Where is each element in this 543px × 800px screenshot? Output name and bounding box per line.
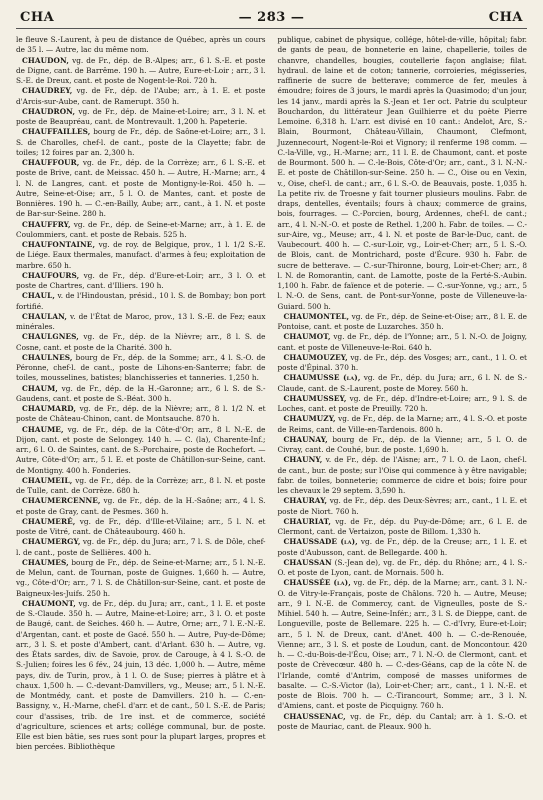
dictionary-entry — [16, 404, 266, 425]
entry-headword: CHAUM, — [22, 383, 58, 393]
entry-headword: CHAUME, — [22, 424, 64, 434]
entry-headword: CHAURIAT, — [283, 516, 332, 526]
dictionary-entry — [278, 373, 528, 394]
entry-headword: CHAUMUSSE (la), — [283, 373, 361, 383]
entry-headword: CHAUDRON, — [22, 106, 76, 116]
entry-headword: CHAUMUZY, — [283, 414, 336, 424]
entry-headword: CHAUMERGY, — [22, 537, 81, 547]
entry-text: vg. de Fr., dép. des Vosges; arr., cant., 1 l. O. et poste d'Épinal. 370 h. — [277, 352, 527, 372]
dictionary-entry — [16, 271, 266, 292]
entry-headword: CHAULNES, — [22, 352, 73, 362]
entry-headword: CHAUMOUZEY, — [283, 352, 348, 362]
entry-text: vg. de Fr., dép. du Puy-de-Dôme; arr., 6 l. E. de Clermont, cant. de Vertaizon, poste de Billom. 1,330 h. — [277, 516, 527, 536]
dictionary-entry — [278, 414, 528, 435]
right-column — [278, 35, 528, 753]
dictionary-entry — [16, 496, 266, 517]
dictionary-entry — [16, 384, 266, 405]
dictionary-entry — [16, 56, 266, 87]
dictionary-entry — [16, 425, 266, 476]
dictionary-entry — [16, 240, 266, 271]
entry-headword: CHAUNY, — [283, 455, 323, 465]
page-header — [16, 6, 527, 29]
entry-text: (S.-Jean de), vg. de Fr., dép. du Rhône; arr., 4 l. S.-O. et poste de Lyon, cant. de Mornais. 500 h. — [277, 557, 527, 577]
dictionary-entry — [16, 599, 266, 753]
entry-headword: CHAUMEIL, — [22, 475, 73, 485]
entry-headword: CHAUNAY, — [283, 434, 328, 444]
entry-text: vg. de Fr., dép. de Seine-et-Oise; arr., 8 l. E. de Pontoise, cant. et poste de Luzarches. 350 h. — [277, 311, 527, 331]
dictionary-entry — [278, 312, 528, 333]
dictionary-entry — [278, 394, 528, 415]
entry-text: bourg de Fr., dép. de la Somme; arr., 4 l. S.-O. de Péronne, chef-l. de cant., poste de Lihons-en-Santerre; fabr. de toiles, mousselines, batistes; blanchisseries et tanneries. 1,250 h. — [16, 352, 266, 383]
dictionary-entry — [16, 158, 266, 220]
entry-text: vg. de Fr., dép. du Jura; arr., 6 l. N. de S.-Claude, cant. de S.-Laurent, poste de Morey. 560 h. — [277, 373, 527, 393]
entry-text: vg. de Fr., dép. du Jura; arr., 7 l. S. de Dôle, chef-l. de cant., poste de Sellières. 400 h. — [16, 537, 266, 557]
entry-text: vg. de Fr., dép. de la Marne; arr., 4 l. S.-O. et poste de Reims, cant. de Ville-en-Tardenois. 800 h. — [277, 414, 527, 434]
page-number: — 283 — — [238, 10, 305, 25]
entry-text: vg. de Fr., dép. de la Nièvre; arr., 8 l. S. de Cosne, cant. et poste de la Charité. 300 h. — [16, 332, 266, 352]
entry-headword: CHAUDREY, — [22, 86, 73, 96]
entry-text: vg. de Fr., dép. du Jura; arr., cant., 1 l. E. et poste de S.-Claude. 350 h. — Autre, Maine-et-Loire; arr., 3 l. O. et poste de Baugé, cant. de Seiches. 460 h. — Autre, Orne; arr., 7 l. E.-N.-E. d'Argentan, cant. et poste de Gacé. 550 h. — Autre, Puy-de-Dôme; arr., 3 l. S. et poste d'Ambert, cant. d'Arlant. 630 h. — Autre, vg. des États sardes, div. de Savoie, prov. de Carouge, à 4 l. S.-O. de S.-Julien; foires les 6 fév., 24 juin, 13 déc. 1,000 h. — Autre, même pays, div. de Turin, prov., à 1 l. O. de Suse; pierres à plâtre et à chaux. 1,500 h. — C.-devant-Damvillers, vg., Meuse; arr., 5 l. N.-E. de Montmédy, cant. et poste de Damvillers. 210 h. — C.-en-Bassigny, v., H.-Marne, chef-l. d'arr. et de cant., 50 l. S.-E. de Paris; cour d'assises, trib. de 1re inst. et de commerce, société d'agriculture, sciences et arts; collége communal, bur. de poste. Elle est bien bâtie, ses rues sont pour la plupart larges, propres et bien percées. Bibliothèque — [16, 598, 266, 752]
entry-text: vg. de Fr., dép. de la H.-Saône; arr., 4 l. S. et poste de Gray, cant. de Pesmes. 360 h. — [16, 496, 266, 516]
entry-headword: CHAUSSADE (la), — [283, 537, 358, 547]
entry-text: vg. de Fr., dép. d'Ille-et-Vilaine; arr., 5 l. N. et poste de Vitré, cant. de Châteaubourg. 460 h. — [16, 516, 266, 536]
dictionary-entry — [16, 476, 266, 497]
dictionary-entry — [278, 537, 528, 558]
entry-text: le fleuve S.-Laurent, à peu de distance de Québec, après un cours de 35 l. — Autre, lac du même nom. — [16, 35, 266, 55]
entry-text: vg. de Fr., dép. de la Marne; arr., cant. 3 l. N.-O. de Vitry-le-Français, poste de Châlons. 720 h. — Autre, Meuse; arr., 9 l. N.-E. de Commercy, cant. de Vigneulles, poste de S.-Mihiel. 540 h. — Autre, Seine-Infér.; arr., 3 l. S. de Dieppe, cant. de Longueville, poste de Bellemare. 225 h. — C.-d'Ivry, Eure-et-Loir; arr., 5 l. N. de Dreux, cant. d'Anet. 400 h. — C.-de-Renouée, Vienne; arr., 3 l. S. et poste de Loudun, cant. de Moncontour. 420 h. — C.-du-Bois-de-l'Écu, Oise; arr., 7 l. N.-O. de Clermont, cant. et poste de Crèvecœur. 480 h. — C.-des-Géans, cap de la côte N. de l'Irlande, comté d'Antrim, composé de masses uniformes de basalte. — C.-S.-Victor (la), Loir-et-Cher; arr., cant., 1 l. N.-E. et poste de Blois. 700 h. — C.-Tirancourt, Somme; arr., 3 l. N. d'Amiens, cant. et poste de Picquigny. 760 h. — [277, 578, 527, 711]
entry-text: vg. de Fr., dép. d'Indre-et-Loire; arr., 9 l. S. de Loches, cant. et poste de Preuilly. 720 h. — [277, 393, 527, 413]
dictionary-entry — [16, 558, 266, 599]
entry-headword: CHAUSSAN — [283, 557, 332, 567]
entry-headword: CHAUMERCENNE, — [22, 496, 101, 506]
dictionary-entry — [16, 291, 266, 312]
entry-text: vg. de Fr., dép. de la H.-Garonne; arr., 6 l. S. de S.-Gaudens, cant. et poste de S.-Béat. 300 h. — [16, 383, 266, 403]
entry-headword: CHAUMARD, — [22, 404, 77, 413]
entry-text: bourg de Fr., dép. de Seine-et-Marne; arr., 5 l. N.-E. de Melun, cant. de Tournan, poste de Guignes. 1,660 h. — Autre, vg., Côte-d'Or; arr., 7 l. S. de Châtillon-sur-Seine, cant. et poste de Baigneux-les-Juifs. 250 h. — [16, 557, 266, 598]
entry-headword: CHAUMOT, — [283, 332, 331, 342]
entry-headword: CHAUMONTEL, — [283, 311, 350, 321]
entry-headword: CHAUSSENAC, — [283, 711, 346, 721]
dictionary-entry — [278, 496, 528, 517]
entry-headword: CHAUMERÉ, — [22, 516, 76, 526]
dictionary-entry — [16, 86, 266, 107]
entry-text: v. de l'Hindoustan, présid., 10 l. S. de Bombay; bon port fortifié. — [16, 291, 266, 311]
entry-headword: CHAUFOURS, — [22, 270, 80, 280]
dictionary-entry — [278, 353, 528, 374]
dictionary-entry — [16, 353, 266, 384]
entry-text: vg. de Fr., dép. de B.-Alpes; arr., 6 l. S.-E. et poste de Digne, cant. de Barrême. 190 h. — Autre, Eure-et-Loir ; arr., 3 l. S.-E. de Dreux, cant. et poste de Nogent-le-Roi. 720 h. — [16, 55, 266, 85]
entry-text: v. de l'État de Maroc, prov., 13 l. S.-E. de Fez; eaux minérales. — [16, 311, 266, 331]
dictionary-entry — [278, 435, 528, 456]
entry-headword: CHAURAY, — [283, 496, 328, 506]
running-head-right: CHA — [488, 10, 523, 25]
running-head-left: CHA — [20, 10, 55, 25]
entry-text: publique, cabinet de physique, collége, hôtel-de-ville, hôpital; fabr. de gants de peau, de bonneterie en laine, chapellerie, toiles de chanvre, chandelles, bougies, coutellerie façon anglaise; filat. hydraul. de laine et de coton; tannerie, corroieries, mégisseries, raffinerie de sucre de betterave; commerce de fer, meules à émoudre; foires de 3 jours, le mardi après la Quasimodo; d'un jour, les 14 janv., mardi après la S.-Jean et 1er oct. Patrie du sculpteur Bouchardon, du littérateur Jean Guilhierre et du poète Pierre Lemoine. 6,318 h. L'arr. est divisé en 10 cant.: Andelot, Arc, S.-Blain, Bourmont, Château-Villain, Chaumont, Clefmont, Juzennecourt, Nogent-le-Roi et Vignory; il renferme 198 comm. — C.-la-Ville, vg., H.-Marne; arr., 11 l. E. de Chaumont, cant. et poste de Bourmont. 500 h. — C.-le-Bois, Côte-d'Or; arr., cant., 3 l. N.-N.-E. et poste de Châtillon-sur-Seine. 250 h. — C., Oise ou en Vexin, v., Oise, chef-l. de cant.; arr., 6 l. S.-O. de Beauvais, poste. 1,035 h. La petite riv. de Troesne y fait tourner plusieurs moulins. Fabr. de draps, dentelles, éventails; fours à chaux; commerce de grains, bois, fourrages. — C.-Porcien, bourg, Ardennes, chef-l. de cant.; arr., 4 l. N.-N.-O. et poste de Rethel. 1,200 h. Fabr. de toiles. — C.-sur-Aire, vg., Meuse; arr., 4 l. N. et poste de Bar-le-Duc, cant. de Vaubecourt. 400 h. — C.-sur-Loir, vg., Loir-et-Cher; arr., 5 l. S.-O. de Blois, cant. de Montrichard, poste d'Écure. 930 h. Fabr. de sucre de betterave. — C.-sur-Thironne, bourg, Loir-et-Cher; arr., 8 l. N. de Romorantin, cant. de Lamotte, poste de la Ferté-S.-Aubin. 1,100 h. Fabr. de faïence et de poterie. — C.-sur-Yonne, vg.; arr., 5 l. N.-O. de Sens, cant. de Pont-sur-Yonne, poste de Villeneuve-la-Guiard. 500 h. — [277, 35, 527, 311]
entry-headword: CHAUFFAILLES, — [22, 127, 91, 137]
dictionary-entry — [16, 220, 266, 241]
dictionary-entry — [278, 558, 528, 579]
left-column — [16, 35, 266, 753]
dictionary-entry — [278, 712, 528, 733]
entry-text: vg. de roy. de Belgique, prov., 1 l. 1/2 S.-E. de Liége. Eaux thermales, manufact. d'armes à feu; exploitation de marbre. 650 h. — [16, 240, 266, 270]
dictionary-entry — [16, 35, 266, 56]
entry-text: bourg de Fr., dép. de la Vienne; arr., 5 l. O. de Civray, cant. de Couhé, bur. de poste. 1,690 h. — [277, 434, 527, 454]
entry-text: vg. de Fr., dép. du Cantal; arr. à 1. S.-O. et poste de Mauriac, cant. de Pleaux. 900 h. — [277, 711, 527, 731]
two-column-body — [16, 35, 527, 753]
entry-headword: CHAUMUSSEY, — [283, 393, 347, 403]
entry-headword: CHAUMES, — [22, 557, 69, 567]
entry-text: vg. de Fr., dép. de la Côte-d'Or; arr., 8 l. N.-E. de Dijon, cant. et poste de Selongey. 140 h. — C. (la), Charente-Inf.; arr., 6 l. O. de Saintes, cant. de S.-Porchaire, poste de Rochefort. — Autre, Côte-d'Or; arr., 5 l. E. et poste de Châtillon-sur-Seine, cant. de Montigny. 400 h. Fonderies. — [16, 424, 266, 475]
dictionary-entry — [16, 537, 266, 558]
dictionary-entry — [16, 312, 266, 333]
entry-headword: CHAULAN, — [22, 311, 68, 321]
entry-text: vg. de Fr., dép. de l'Yonne; arr., 5 l. N.-O. de Joigny, cant. et poste de Villeneuve-le-Roi. 640 h. — [277, 332, 527, 352]
entry-text: vg. de Fr., dép. d'Eure-et-Loir; arr., 3 l. O. et poste de Chartres, cant. d'Illiers. 190 h. — [16, 270, 266, 290]
dictionary-entry — [278, 35, 528, 312]
entry-text: bourg de Fr., dép. de Saône-et-Loire; arr., 3 l. S. de Charolles, chef-l. de cant., poste de la Clayette; fabr. de toiles; 12 foires par an. 2,300 h. — [16, 127, 266, 157]
entry-text: vg. de Fr., dép. de Maine-et-Loire; arr., 3 l. N. et poste de Beaupréau, cant. de Montrevault. 1,200 h. Papeterie. — [16, 106, 266, 126]
dictionary-entry — [16, 517, 266, 538]
entry-text: v. de Fr., dép. de l'Aisne; arr., 7 l. O. de Laon, chef-l. de cant., bur. de poste; sur l'Oise qui commence à y être navigable; fabr. de toiles, bonneterie; commerce de cidre et bois; foire pour les chevaux le 29 septem. 3,590 h. — [277, 455, 527, 495]
entry-headword: CHAUFFRY, — [22, 219, 71, 229]
entry-headword: CHAUDON, — [22, 55, 69, 65]
entry-text: vg. de Fr., dép. de la Creuse; arr., 1 l. E. et poste d'Aubusson, cant. de Bellegarde. 400 h. — [277, 537, 527, 557]
entry-text: vg. de Fr., dép. de la Nièvre; arr., 8 l. 1/2 N. et poste de Château-Chinon, cant. de Montsauche. 870 h. — [16, 404, 266, 424]
entry-text: vg. de Fr., dép. de la Corrèze; arr., 6 l. S.-E. et poste de Brive, cant. de Meissac. 450 h. — Autre, H.-Marne; arr., 4 l. N. de Langres, cant. et poste de Montigny-le-Roi. 450 h. — Autre, Seine-et-Oise; arr., 5 l. O. de Mantes, cant. et poste de Bonnières. 190 h. — C.-en-Bailly, Aube; arr., cant., à 1. N. et poste de Bar-sur-Seine. 280 h. — [16, 158, 266, 219]
dictionary-entry — [278, 455, 528, 496]
entry-text: vg. de Fr., dép. de l'Aube; arr., à 1. E. et poste d'Arcis-sur-Aube, cant. de Ramerupt. 350 h. — [16, 86, 266, 106]
dictionary-entry — [278, 517, 528, 538]
entry-text: vg. de Fr., dép. des Deux-Sèvres; arr., cant., 1 l. E. et poste de Niort. 760 h. — [277, 496, 527, 516]
entry-text: vg. de Fr., dép. de la Corrèze; arr., 8 l. N. et poste de Tulle, cant. de Corrèze. 680 h. — [16, 475, 266, 495]
entry-headword: CHAUFONTAINE, — [22, 240, 96, 249]
entry-headword: CHAUSSÉE (la), — [283, 578, 351, 588]
entry-headword: CHAUMONT, — [22, 598, 76, 608]
dictionary-entry — [278, 332, 528, 353]
entry-headword: CHAULGNES, — [22, 332, 79, 342]
entry-text: vg. de Fr., dép. de Seine-et-Marne; arr., à 1. E. de Coulommiers, cant. et poste de Rebais. 525 h. — [16, 219, 266, 239]
dictionary-entry — [278, 578, 528, 711]
dictionary-entry — [16, 127, 266, 158]
dictionary-entry — [16, 332, 266, 353]
entry-headword: CHAUFFOUR, — [22, 158, 80, 167]
entry-headword: CHAUL, — [22, 291, 55, 301]
dictionary-entry — [16, 107, 266, 128]
